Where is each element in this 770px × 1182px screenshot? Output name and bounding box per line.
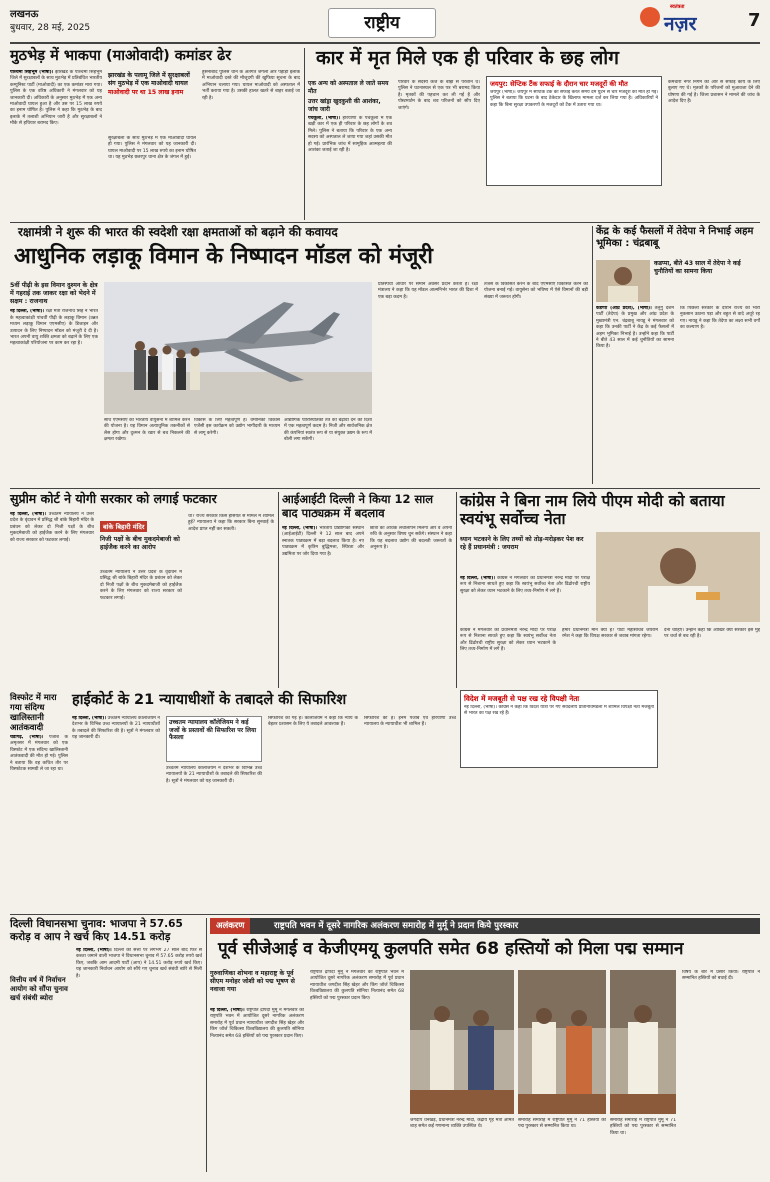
byline: नई दिल्ली, (भाषा)। [76,948,112,953]
article-body: उच्चतम न्यायालय कॉलेजियम ने देशभर के विभिन्न उच्च न्यायालयों के 21 न्यायाधीशों के तबादले की सिफारिश की है। सूत्रों ने मंगलवार को यह जानकारी दी। [72,716,160,741]
section-rule [10,914,760,915]
article-body: तेलुगु देशम पार्टी (तेदेपा) के प्रमुख और आंध्र प्रदेश के मुख्यमंत्री एन. चंद्रबाबू नायडू ने मंगलवार को कहा कि उनकी पार्टी ने केंद्र के कई फैसलों में अहम भूमिका निभाई है। उन्होंने कहा कि पार्टी ने बीते 43 साल में कई चुनौतियों का सामना किया है। [596,306,674,350]
story-congress [460,492,760,812]
logo-emblem [640,7,660,27]
portrait-image [596,532,760,622]
headline: मुठभेड़ में भाकपा (माओवादी) कमांडर ढेर [10,48,232,64]
byline: पश्चिमी सिंहभूम (भाषा)। [10,70,54,75]
article-text [10,735,68,905]
article-col-1 [10,70,102,220]
column-divider [206,918,207,1172]
story-tdp [596,226,760,484]
box-heading: विदेश में मजबूती से पक्ष रख रहे विपक्षी नेता [464,694,580,703]
subheading: वित्तीय वर्ष में निर्वाचन आयोग को सौंपा चुनाव खर्च संबंधी ब्योरा [10,976,68,1002]
article-col-1 [282,526,364,688]
subheading-1: एक अन्य को अस्पताल ले जाते समय मौत [308,80,389,95]
story-blast [10,692,68,910]
headline: आईआईटी दिल्ली ने किया 12 साल बाद पाठ्यक्रम में बदलाव [282,492,434,520]
brief-text: जयपुर (भाषा)। जयपुर में सेप्टिक टैंक की सफाई करते समय दम घुटने से चार मजदूरों की मौत हो गई। पुलिस ने बताया कि घटना के बाद ठेकेदार के खिलाफ मामला दर्ज कर लिया गया है। अधिकारियों ने कहा कि बिना सुरक्षा उपकरणों के मजदूरों को टैंक में उतारा गया था। [490,90,658,108]
inset-label: बांके बिहारी मंदिर [100,521,147,532]
article-body: भारतीय प्रौद्योगिकी संस्थान (आईआईटी) दिल्ली ने 12 साल बाद अपने स्नातक पाठ्यक्रम में बड़ा बदलाव किया है। नए पाठ्यक्रम में कृत्रिम बुद्धिमत्ता, स्थिरता और उद्यमिता पर जोर दिया गया है। [282,526,364,557]
article-col-1 [10,512,94,688]
headline: विस्फोट में मारा गया संदिग्ध खालिस्तानी आतंकवादी [10,692,57,732]
section-title: राष्ट्रीय [364,13,400,33]
headline: पूर्व सीजेआई व केजीएमयू कुलपति समेत 68 हस्तियों को मिला पद्म सम्मान [218,939,684,959]
brief-box [486,76,662,186]
byline: पंचकूला, (भाषा)। [308,116,340,121]
masthead-rule [10,42,760,44]
article-col-1 [596,306,674,484]
story-maoist-encounter [10,48,300,220]
story-hc-judges [72,692,456,862]
masthead [0,0,770,44]
column-divider [278,492,279,688]
article-col-3: था? राज्य सरकार किस हैसियत से मामले में शामिल हुई? न्यायालय ने कहा कि सरकार बिना सुनवाई के आदेश प्राप्त नहीं कर सकती। [188,514,274,532]
opposition-box [460,690,658,768]
article-col-2: परिवार के सदस्य कर्ज के बोझ से परेशान थे। पुलिस ने घटनास्थल से एक पत्र भी बरामद किया है। मृतकों की पहचान कर ली गई है और पोस्टमार्टम के बाद शव परिजनों को सौंप दिए जाएंगे। [398,80,480,111]
column-divider [592,226,593,484]
article-col-4: समारोह समारोह में राष्ट्रपति मुर्मू ने 71 हस्तियों को पद्म पुरस्कार से सम्मानित किया था। [518,1118,606,1130]
column-divider [456,492,457,688]
subheading-2: उत्तर खांड्रा खुदकुशी की आशंका, जांच जारी [308,98,381,113]
article-col-6: तेजस के विकसित करने के बाद एएमसीए विकसित करने की योजना बनाई गई। वायुसेना को भविष्य में ऐसे विमानों की बड़ी संख्या में जरूरत होगी। [484,282,588,300]
article-col-1b: कांग्रेस ने मंगलवार को प्रधानमंत्री नरेन्द्र मोदी पर परोक्ष रूप से निशाना साधते हुए कहा कि स्वयंभू सर्वोच्च नेता और ढिंढोरची राष्ट्रीय सुरक्षा को लेकर ध्यान भटकाने के लिए तथ्य-निर्माण में लगे हैं। [460,628,556,653]
section-banner [328,8,436,38]
article-col-2: हमारे प्रधानमंत्री मौन क्यों हैं? पार्टी महासचिव जयराम रमेश ने कहा कि विपक्ष सरकार से जवाब मांगता रहेगा। [562,628,658,640]
award-photo-1 [410,970,514,1114]
subheading: गुरुवाणिका शोभना व महाराष्ट्र के पूर्व सीएम मनोहर जोशी को पद्म भूषण से नवाजा गया [210,970,295,993]
article-col-3: देना चाहिए। उन्होंने कहा कि आखिर क्यों सरकार इस मुद्दे पर चर्चा से बच रही है। [664,628,760,640]
inset-text: सुरक्षाबलों के साथ मुठभेड़ में एक माओवादी घायल हो गया। पुलिस ने मंगलवार को यह जानकारी दी। घायल माओवादी पर 15 लाख रुपये का इनाम घोषित था। यह मुठभेड़ छतरपुर थाना क्षेत्र के जंगल में हुई। [108,136,196,161]
portrait-image [596,260,650,302]
article-col-2: कि पिछली सरकार के दौरान राज्य को भारी नुकसान उठाना पड़ा और बहुत से वादे अधूरे रह गए। नायडू ने कहा कि तेदेपा का लक्ष्य सभी वर्गों का कल्याण है। [680,306,760,331]
article-body: पंजाब के अमृतसर में मंगलवार को एक विस्फोट में एक संदिग्ध खालिस्तानी आतंकवादी की मौत हो गई। पुलिस ने बताया कि वह कथित तौर पर विस्फोटक सामग्री ले जा रहा था। [10,735,68,773]
brief-heading: जयपुर: सेप्टिक टैंक सफाई के दौरान चार मजदूरों की मौत [490,80,628,88]
logo-small-text: स्वतंत्रता [670,4,685,10]
article-col-1 [308,80,392,220]
inset-box [108,72,196,132]
jairam-ramesh-photo [596,532,760,622]
article-col-4: औद्योगिक पारिस्थितिकी तंत्र को बढ़ावा देने की दिशा में एक महत्वपूर्ण कदम है। निजी और सार्वजनिक क्षेत्र की कंपनियां स्वतंत्र रूप से या संयुक्त उद्यम के रूप में बोली लगा सकेंगी। [284,418,372,443]
masthead-city: लखनऊ [10,9,39,20]
newspaper-logo [640,4,740,38]
article-body: उच्चतम न्यायालय ने उत्तर प्रदेश के वृंदावन में प्रसिद्ध श्री बांके बिहारी मंदिर के प्रबंधन को लेकर दो निजी पक्षों के बीच मुकदमेबाजी को हाईजैक करने के लिए मंगलवार को राज्य सरकार को फटकार लगाई। [10,512,94,543]
byline: नई दिल्ली, (भाषा)। [10,309,45,315]
headline: कांग्रेस ने बिना नाम लिये पीएम मोदी को बताया स्वयंभू सर्वोच्च नेता [460,492,725,528]
article-col-2: उच्चतम न्यायालय ने उत्तर प्रदेश के वृंदावन में प्रसिद्ध श्री बांके बिहारी मंदिर के प्रबंधन को लेकर दो निजी पक्षों के बीच मुकदमेबाजी को हाईजैक करने के लिए मंगलवार को राज्य सरकार को फटकार लगाई। [100,570,182,601]
byline: नई दिल्ली, (भाषा)। [72,716,107,721]
headline: दिल्ली विधानसभा चुनाव: भाजपा ने 57.65 करोड़ व आप ने खर्च किए 14.51 करोड़ [10,918,183,943]
subheading: ध्यान भटकाने के लिए तथ्यों को तोड़-मरोड़कर पेश कर रहे हैं प्रधानमंत्री : जयराम [460,536,584,551]
story-amca [10,226,588,484]
masthead-date: बुधवार, 28 मई, 2025 [10,23,91,33]
kicker-label: अलंकरण [210,918,250,934]
article-col-2: छात्रों को अधिक लचीलापन मिलेगा और वे अपनी रुचि के अनुसार विषय चुन सकेंगे। संस्थान ने कहा कि यह बदलाव उद्योग की बदलती जरूरतों के अनुरूप है। [370,526,452,551]
inset-heading: उच्चतम न्यायालय कॉलेजियम ने कई जजों के प्रस्तावों की सिफारिश पर लिया फैसला [169,719,257,742]
award-ceremony-image [410,970,514,1114]
article-body: कांग्रेस ने मंगलवार को प्रधानमंत्री नरेन्द्र मोदी पर परोक्ष रूप से निशाना साधते हुए कहा कि स्वयंभू सर्वोच्च नेता और ढिंढोरची राष्ट्रीय सुरक्षा को लेकर ध्यान भटकाने के लिए तथ्य-निर्माण में लगे हैं। [460,576,590,594]
article-col-1 [10,282,98,484]
kicker: केंद्र के कई फैसलों में तेदेपा ने निभाई अहम भूमिका : चंद्रबाबू [596,226,754,249]
story-iit-delhi [282,492,452,688]
article-body: राष्ट्रपति द्रौपदी मुर्मू ने मंगलवार को राष्ट्रपति भवन में आयोजित दूसरे नागरिक अलंकरण समारोह में पूर्व प्रधान न्यायाधीश जगदीश सिंह खेहर और किंग जॉर्ज चिकित्सा विश्वविद्यालय की कुलपति सोनिया नित्यानंद समेत 68 हस्तियों को पद्म पुरस्कार प्रदान किए। [210,1008,304,1039]
inset-heading: झारखंड के पलामू जिले में सुरक्षाबलों संग मुठभेड़ में एक माओवादी घायल [108,72,190,87]
kicker-bar [210,918,760,934]
story-delhi-election [10,918,202,1172]
headline: आधुनिक लड़ाकू विमान के निष्पादन मॉडल को मंजूरी [14,244,433,269]
logo-main-text: नज़र [664,13,697,35]
temple-inset [100,514,182,564]
aircraft-model-photo [104,282,372,414]
article-text [308,116,392,208]
article-body: हरियाणा के पंचकूला में एक खड़ी कार में एक ही परिवार के छह लोगों के शव मिले। पुलिस ने बताया कि परिवार के एक अन्य सदस्य को अस्पताल ले जाया गया जहां उसकी मौत हो गई। प्रारंभिक जांच में सामूहिक आत्महत्या की आशंका जताई जा रही है। [308,116,392,154]
story-padma-awards [210,918,760,1172]
section-rule [10,488,760,489]
column-divider [304,48,305,220]
headline: सुप्रीम कोर्ट ने योगी सरकार को लगाई फटकार [10,491,217,506]
page-number: 7 [748,10,761,31]
award-ceremony-image [610,970,676,1114]
article-col-1 [72,716,160,862]
article-col-4b: समारोह समारोह में राष्ट्रपति मुर्मू ने 71 हस्तियों को पद्म पुरस्कार से सम्मानित किया था। [610,1118,676,1136]
article-col-1 [76,948,202,1172]
story-car-deaths [308,48,760,220]
article-text: झारखंड के पश्चिमी सिंहभूम जिले में सुरक्षाबलों के साथ मुठभेड़ में प्रतिबंधित भारतीय कम्युनिस्ट पार्टी (माओवादी) का एक कमांडर मारा गया। पुलिस के एक वरिष्ठ अधिकारी ने मंगलवार को यह जानकारी दी। अधिकारी के अनुसार मुठभेड़ में एक अन्य माओवादी घायल हुआ है और उस पर 15 लाख रुपये का इनाम घोषित है। पुलिस ने कहा कि मुठभेड़ के बाद इलाके में तलाशी अभियान जारी है और सुरक्षाबलों ने मौके से हथियार बरामद किए। [10,70,102,127]
chandrababu-photo [596,260,650,302]
article-col-2: राष्ट्रपति द्रौपदी मुर्मू ने मंगलवार को राष्ट्रपति भवन में आयोजित दूसरे नागरिक अलंकरण समारोह में पूर्व प्रधान न्यायाधीश जगदीश सिंह खेहर और किंग जॉर्ज चिकित्सा विश्वविद्यालय की कुलपति सोनिया नित्यानंद समेत 68 हस्तियों को पद्म पुरस्कार प्रदान किए। [310,970,404,1001]
inset-heading-2: माओवादी पर था 15 लाख इनाम [108,89,184,97]
inset-box [166,716,262,762]
inset-heading: निजी पक्षों के बीच मुकदमेबाजी को हाईजैक करने का आरोप [100,536,180,551]
byline: नई दिल्ली, (भाषा)। [210,1008,245,1013]
story-supreme-court [10,492,274,688]
aircraft-photo-image [104,282,372,414]
article-col-1 [460,576,590,626]
article-col-4: सिफारिश की है। इनमें पंजाब एवं हरियाणा उच्च न्यायालय के न्यायाधीश भी शामिल हैं। [364,716,456,728]
byline: नई दिल्ली, (भाषा)। [282,526,318,531]
article-text [10,309,98,461]
article-col-2: साथ एएमसीए को भारतीय वायुसेना में शामिल करने की योजना है। यह विमान अत्याधुनिक तकनीकों से लैस होगा और दुश्मन के रडार से बच निकलने की क्षमता रखेगा। [104,418,190,443]
award-photo-3 [610,970,676,1114]
headline: हाईकोर्ट के 21 न्यायाधीशों के तबादले की सिफारिश [72,692,347,708]
article-col-4: कर्मचारी नगर निगम की ओर से सफाई कार्य के लिए बुलाए गए थे। मृतकों के परिजनों को मुआवजा देने की घोषणा की गई है। जिला प्रशासन ने मामले की जांच के आदेश दिए हैं। [668,80,760,105]
article-col-5: विषय के बारे में प्रसार किया। राष्ट्रपति ने सम्मानित हस्तियों को बधाई दी। [682,970,760,982]
box-text: नई दिल्ली, (भाषा)। कांग्रेस ने कहा कि विदेश यात्रा पर गए सर्वदलीय प्रतिनिधिमंडलों में शामिल विपक्षी नेता मजबूती से भारत का पक्ष रख रहे हैं। [464,705,654,717]
kicker-text: राष्ट्रपति भवन में दूसरे नागरिक अलंकरण समारोह में मुर्मू ने प्रदान किये पुरस्कार [274,921,519,931]
article-col-3: सिफारिश की गई है। कॉलेजियम ने कहा कि न्याय के बेहतर प्रशासन के लिए ये तबादले आवश्यक हैं। [268,716,358,728]
article-col-3: हुसैनाबाद पुलिस थाने के अंतर्गत जंगलों और पहाड़ी इलाके में माओवादी दस्ते की मौजूदगी की खुफिया सूचना के बाद अभियान चलाया गया। घायल माओवादी को अस्पताल में भर्ती कराया गया है। उसकी हालत खतरे से बाहर बताई जा रही है। [202,70,300,101]
subheading: कडप्पा, बीते 43 साल में तेदेपा ने कई चुनौतियों का सामना किया [654,260,741,275]
award-ceremony-image [518,970,606,1114]
kicker: रक्षामंत्री ने शुरू की भारत की स्वदेशी रक्षा क्षमताओं को बढ़ाने की कवायद [18,225,338,239]
article-col-1 [210,1008,304,1172]
section-rule [10,222,760,223]
byline: नई दिल्ली, (भाषा)। [460,576,496,581]
award-photo-2 [518,970,606,1114]
byline: चंडीगढ़, (भाषा)। [10,735,44,740]
headline: कार में मृत मिले एक ही परिवार के छह लोग [316,47,619,69]
article-col-5: प्रतिस्पर्धी आधार पर समान अवसर प्रदान करता है। रक्षा मंत्रालय ने कहा कि यह मॉडल आत्मनिर्भर भारत की दिशा में एक बड़ा कदम है। [378,282,478,300]
article-col-2: उच्चतम न्यायालय कॉलेजियम ने देशभर के विभिन्न उच्च न्यायालयों के 21 न्यायाधीशों के तबादले की सिफारिश की है। सूत्रों ने मंगलवार को यह जानकारी दी। [166,766,262,784]
article-body: दिल्ली की सत्ता पर लगभग 27 साल बाद फिर से कब्जा जमाने वाली भाजपा ने विधानसभा चुनाव में 57.65 करोड़ रुपये खर्च किए, जबकि आम आदमी पार्टी (आप) ने 14.51 करोड़ रुपये खर्च किए। यह जानकारी निर्वाचन आयोग को सौंपे गए चुनाव खर्च संबंधी ब्योरे से मिली है। [76,948,202,979]
article-col-3: विकास के लिए महत्वपूर्ण है। वैमानिकी विकास एजेंसी इस कार्यक्रम को उद्योग भागीदारी के माध्यम से लागू करेगी। [194,418,280,436]
byline: कडप्पा (आंध्र प्रदेश), (भाषा)। [596,306,652,311]
article-body: रक्षा मंत्री राजनाथ सिंह ने भारत के महत्वाकांक्षी पांचवीं पीढ़ी के लड़ाकू विमान (उन्नत मध्यम लड़ाकू विमान एएमसीए) के डिजाइन और उत्पादन के लिए निष्पादन मॉडल को मंजूरी दे दी है। भारत अपनी वायु शक्ति क्षमता को बढ़ाने के लिए एक महत्वाकांक्षी परियोजना पर काम कर रहा है। [10,309,98,347]
article-col-3: जगदीप धनखड़, प्रधानमंत्री नरेन्द्र मोदी, केंद्रीय गृह मंत्री अमित शाह समेत कई गणमान्य व्यक्ति उपस्थित थे। [410,1118,514,1130]
subheading: 5वीं पीढ़ी के इस विमान दुश्मन के क्षेत्र में गहराई तक जाकर रक्षा को भेदने में सक्षम : राजनाथ [10,282,98,305]
byline: नई दिल्ली, (भाषा)। [10,512,47,517]
